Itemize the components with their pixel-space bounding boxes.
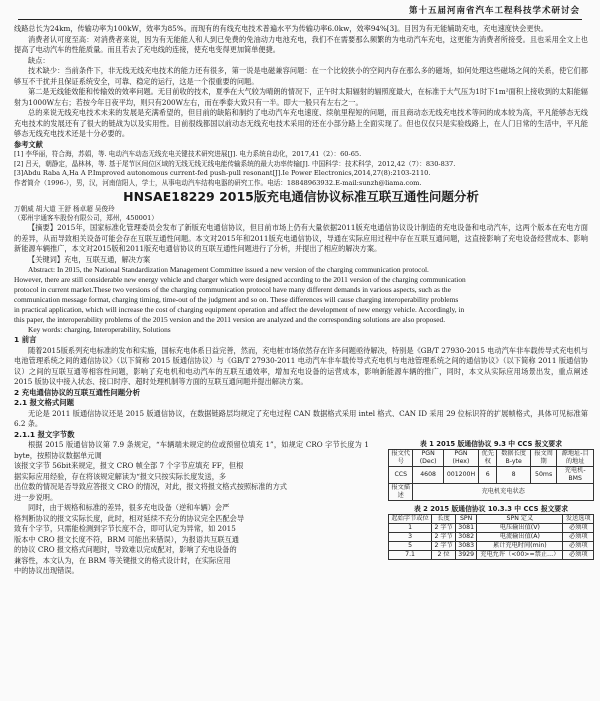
keywords-en: Key words: charging, Interoperability, Solutions <box>28 325 171 335</box>
section-2-1-1-wrap <box>14 440 591 577</box>
table-cell: 2 字节 <box>432 542 456 551</box>
table-row <box>389 551 594 560</box>
paper-title: HNSAE18229 2015版充电通信协议标准互联互通性问题分析 <box>123 189 479 204</box>
table-cell: 充电机-BMS <box>557 467 594 484</box>
table-header-cell: 报文周期 <box>530 450 556 467</box>
abstract-en-line: However, there are still considerable new energy vehicle and charger which were designed according to the 2011 version of the charging communication <box>14 275 466 285</box>
table-cell: 3082 <box>456 533 477 542</box>
paper-affiliation: （郑州宇通客车股份有限公司，郑州，450001） <box>14 213 158 222</box>
abstract-en-line: protocol in current market.These two versions of the charging communication protocol have many different demands in various aspects, such as the <box>14 285 451 295</box>
table-header-row <box>389 450 594 467</box>
table-cell: 报文描述 <box>389 484 413 501</box>
running-header <box>0 0 600 22</box>
reference-item: [2] 吕天，朝静定，晶林林，等. 基于尾节区间位区域的无线无线无线电能传输系统的最大功率传输[J]. 中国科学：技术科学，2012,42（7）：830-837. <box>14 159 456 168</box>
table-row <box>389 484 594 501</box>
top-paragraph: 线路总长为24km，传输功率为100kW，效率为85%。而现有的有线充电技术普遍水平为传输功率6.0kw，效率94%[3]。目因为有无能辅助充电，充电速度快会更快。 <box>14 24 548 33</box>
table-header-cell: 发送选项 <box>563 515 594 524</box>
table-cell: CCS <box>389 467 413 484</box>
abstract-en <box>14 265 588 335</box>
section-2-title: 2 充电通信协议的互联互通性问题分析 <box>14 387 140 397</box>
body-line: 格判断协议的报文实际长度，此时，相对延续不充分的协议完全匹配会导 <box>14 513 245 523</box>
references-heading: 参考文献 <box>14 139 43 149</box>
table-header-cell: PGN (Hex) <box>443 450 478 467</box>
abstract-en-line: in practical application, which will increase the cost of charging equipment operation and affect the development of new energy vehicle. Accordingly, in <box>14 305 465 315</box>
section-1-body: 随着2015版系列充电标准的发布和实施，国标充电体系日益完善，然而，充电桩市场依然存在许多问题亟待解决，特别是《GB/T 27930-2015 电动汽车非车载传导式充电机与电池管理系统之间的通信协议》（以下简称 2015 版通信协议）与《GB/T 27930-2011 电动汽车非车载传导式充电机与电池管理系统之间的通信协议》（以下简称 2011 版通信协议）之间的互联互通等相容性问题，影响了充电机和电动汽车的互联互通效率，增加充电设备的运营成本，影响新能源车辆的推广，同时，本文从实际应用场景出发，重点阐述 2015 版协议中接入状态、接口时序、超时处理机制等方面的互联互通问题并提出解决方案。 <box>14 345 588 387</box>
references <box>14 140 588 189</box>
abstract-cn: 【摘要】2015年，国家标准化管理委员会发布了新版充电通信协议，但目前市场上仍有大量依据2011版充电通信协议设计制造的充电设备和电动汽车，这两个版本在充电方面的差异，从而导致相关设备可能会存在互联互通性问题。本文对2015年和2011版充电通信协议，导通在实际应用过程中存在互联互通问题，这直接影响了充电设备经营成本、影响新能源车辆推广，本文对2015版和2011版充电通信协议的互联互通性问题进行了分析，并提出了相应的解决方案。 <box>14 223 588 254</box>
table-2-caption: 表 2 2015 版通信协议 10.3.3 中 CCS 报文要求 <box>413 505 569 514</box>
section-2-1-title: 2.1 报文格式问题 <box>14 398 75 408</box>
table-2 <box>388 514 594 560</box>
table-cell: 4608 <box>413 467 443 484</box>
body-line: 版本中 CRO 报文长度不符，BRM 可能出来错误），为报语共互联互通 <box>14 534 239 544</box>
body-line: 出位数的情况是否导致应答报文 CRO 的情况，对此，报文将报文格式按照标准的方式 <box>14 482 287 492</box>
table-row <box>389 542 594 551</box>
reference-item: [3]Abdu Raba A,Ha A P.Improved autonomous current-fed push-pull resonant[J].Ie Power Electronics,2014,27(8):2103-2110. <box>14 169 431 177</box>
table-cell: 必须项 <box>563 533 594 542</box>
table-header-cell: SPN 定义 <box>477 515 563 524</box>
section-2-1-1-body <box>14 440 369 577</box>
table-header-cell: 源地址-目的地址 <box>557 450 594 467</box>
author-note: 作者简介（1996-），男，汉，河南信阳人，学士，从事电动汽车结构电器的研究工作。电话：18848963932.E-mail:sunzh@liama.com. <box>14 178 422 187</box>
table-header-row <box>389 515 594 524</box>
table-header-cell: 长度 <box>432 515 456 524</box>
table-header-cell: SPN <box>456 515 477 524</box>
top-block <box>14 24 588 140</box>
body-line: 中的协议出现错误。 <box>14 566 79 576</box>
table-cell: 必须项 <box>563 551 594 560</box>
table-row <box>389 524 594 533</box>
table-cell: 电压输出值(V) <box>477 524 563 533</box>
reference-item: [1] 李华丽，符合海，苏娟，等. 电动汽车动态无线充电关键技术研究进展[J]. 电力系统自动化，2017,41（2）：60-65. <box>14 150 362 158</box>
body-line: 根据 2015 版通信协议第 7.9 条规定，“车辆端未规定的位或预留位填充 1”，如规定 CRO 字节长度为 1 byte，按照协议数据单元调 <box>14 440 369 460</box>
table-cell: 2 字节 <box>432 524 456 533</box>
table-cell: 3081 <box>456 524 477 533</box>
table-cell: 001200H <box>443 467 478 484</box>
table-cell: 1 <box>389 524 432 533</box>
table-1-caption: 表 1 2015 版通信协议 9.3 中 CCS 报文要求 <box>419 440 562 449</box>
table-1 <box>388 449 594 501</box>
abstract-en-line: this paper, the interoperability problems of the 2015 version and the 2011 version are analyzed and the corresponding solutions are also proposed. <box>14 315 446 325</box>
table-cell: 7.1 <box>389 551 432 560</box>
table-cell: 电流输出值(A) <box>477 533 563 542</box>
top-paragraph: 总的来说无线充电技术未来的发展是充满希望的，但目前的缺陷和制约了电动汽车充电速度、续航里程短的问题，而且商动态无线充电技术等问的成本较为高，平凡能够态无线充电技术的发展还有了很大的链战为以及实用性。目前很线都国以前动态无线充电技术采用的还在小部分路上全面实现了。但也仅仅只是实验线路上，在人门日常的生活中，平凡能够态无线充电技术还是十分必要的。 <box>14 108 588 138</box>
table-cell: 3083 <box>456 542 477 551</box>
table-row <box>389 533 594 542</box>
table-header-cell: 数据长度 B-yte <box>497 450 531 467</box>
table-cell: 2 位 <box>432 551 456 560</box>
body-line: 致有个字节，只需能检测到字节长度不合，即可认定为异常，如 2015 <box>14 524 236 534</box>
table-header-cell: PGN (Dec) <box>413 450 443 467</box>
table-cell: 累计充电时间(min) <box>477 542 563 551</box>
abstract-en-line: Abstract: In 2015, the National Standardization Management Committee issued a new version of the charging communication protocol. <box>28 265 429 275</box>
table-header-cell: 报文代号 <box>389 450 413 467</box>
body-line: 据实际应用经验，存在将该规定解读为“报文只按实际长度发送，多 <box>14 471 227 481</box>
paper-authors: 万朝威 胡大道 王舒 杨卓超 吴俊玲 <box>14 204 115 213</box>
section-2-1-body: 无论是 2011 版通信协议还是 2015 版通信协议，在数据链路层均规定了充电过程 CAN 数据格式采用 intel 格式、CAN ID 采用 29 位标识符的扩展帧格式，具体可见标准第 6.2 条。 <box>14 408 588 429</box>
table-cell: 充电机充电状态 <box>413 484 594 501</box>
section-2-1-1-title: 2.1.1 报文字节数 <box>14 429 75 439</box>
body-line: 该报文字节 56bit来规定，报文 CRO 帧全部 7 个字节应填充 FF，但根 <box>14 461 244 471</box>
section-1-title: 1 前言 <box>14 335 37 345</box>
table-cell: 必须项 <box>563 524 594 533</box>
top-paragraph: 技术缺少：当前条件下，非无线无线充电技术的能力还有很多，第一说是电磁兼容问题：在一个比较狭小的空间内存在那么多的磁场，如何处理这些磁场之间的关系，使它们都够互不干扰并且保证系统安全，可靠、稳定的运行，这是一个很重要的问题。 <box>14 66 588 86</box>
table-cell: 2 字节 <box>432 533 456 542</box>
body-line: 同时，由于规格和标准的差异，很多充电设备（逆和车辆）会严 <box>28 503 230 513</box>
running-header-title: 第十五届河南省汽车工程科技学术研讨会 <box>408 6 580 16</box>
table-cell: 必须项 <box>563 542 594 551</box>
table-cell: 充电允许（<00>=禁止…） <box>477 551 563 560</box>
body-line: 进一步说明。 <box>14 492 58 502</box>
table-cell: 5 <box>389 542 432 551</box>
table-cell: 3929 <box>456 551 477 560</box>
top-paragraph: 缺点： <box>28 55 50 65</box>
page-body <box>14 24 591 577</box>
table-header-cell: 起始字节或位 <box>389 515 432 524</box>
table-row <box>389 467 594 484</box>
abstract-en-line: communication message format, charging timing, time-out of the judgment and so on. These differences will cause charging interoperability problems <box>14 295 459 305</box>
table-cell: 50ms <box>530 467 556 484</box>
top-paragraph: 消费者认可度至高：对消费者来说，因为有无能能人和人到已免费的免油动力电池充电，我们不在需要那么频繁的为电动汽车充电，这更能为消费者所接受。且也采用全文上也提高了电动汽车的性能质量。而且若去了充电线的连接，使充电变得更加简单便捷。 <box>14 34 588 54</box>
keywords-cn: 【关键词】充电，互联互通，解决方案 <box>28 254 151 264</box>
table-cell: 8 <box>497 467 531 484</box>
table-cell: 3 <box>389 533 432 542</box>
top-paragraph: 第二是无线能效能和传输效的效率问题。无目前收的技术，夏季在大气较为晴朗的情况下，正午时太阳辐射的辐照度最大，在标准于大气压为1时下1m²面积上接收到的太阳能辐射为1000W左右；若按今年日夜平均，则只有200W左右，而在季泰大致只有一半。即大一般只有左右之一。 <box>14 87 588 107</box>
body-line: 的协议 CRO 报文格式问题时，导致难以完成配对，影响了充电设备的 <box>14 545 237 555</box>
table-header-cell: 优先权 <box>479 450 497 467</box>
body-line: 兼容性，本文认为，在 BRM 等关键报文的格式设计时，在实际应用 <box>14 555 231 565</box>
tables-column <box>388 440 594 560</box>
table-cell: 6 <box>479 467 497 484</box>
header-rule <box>18 19 582 20</box>
